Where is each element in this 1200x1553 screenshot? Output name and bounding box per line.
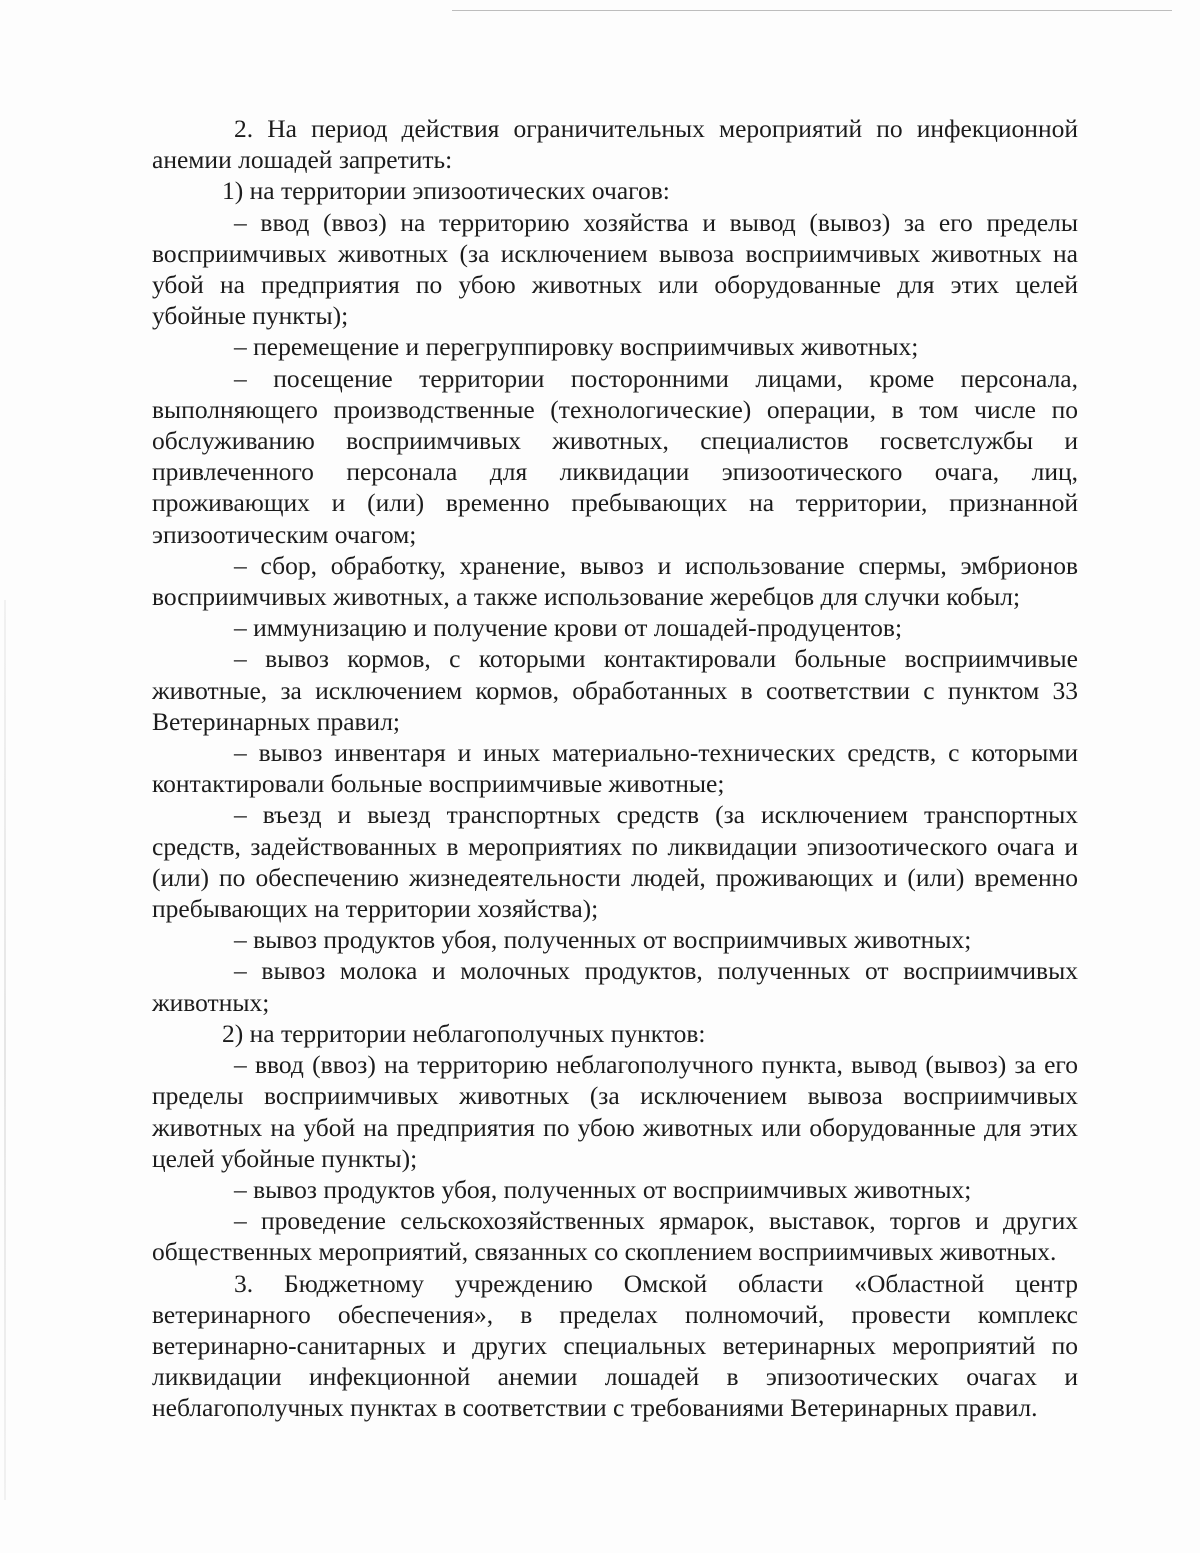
paragraph-item: – въезд и выезд транспортных средств (за исключением транспортных средств, задействованных в мероприятиях по ликвидации эпизоотического очага и (или) по обеспечению жизнедеятельности людей, проживающих и (или) временно пребывающих на территории хозяйства); xyxy=(152,800,1078,924)
paragraph-item: – вывоз инвентаря и иных материально-технических средств, с которыми контактировали больные восприимчивые животные; xyxy=(152,738,1078,799)
paragraph-item: – ввод (ввоз) на территорию неблагополучного пункта, вывод (вывоз) за его пределы восприимчивых животных (за исключением вывоза восприимчивых животных на убой на предприятия по убою животных или оборудованные для этих целей убойные пункты); xyxy=(152,1050,1078,1173)
paragraph-item: – вывоз продуктов убоя, полученных от восприимчивых животных; xyxy=(234,1174,972,1204)
paragraph-2-intro: 2. На период действия ограничительных мероприятий по инфекционной анемии лошадей запретить: xyxy=(152,114,1078,175)
paragraph-item: – вывоз молока и молочных продуктов, полученных от восприимчивых животных; xyxy=(152,956,1078,1017)
paragraph-2-1-heading: 1) на территории эпизоотических очагов: xyxy=(222,176,670,206)
paragraph-item: – ввод (ввоз) на территорию хозяйства и вывод (вывоз) за его пределы восприимчивых животных (за исключением вывоза восприимчивых животных на убой на предприятия по убою животных или оборудованные для этих целей убойные пункты); xyxy=(152,207,1078,331)
paragraph-item: – иммунизацию и получение крови от лошадей-продуцентов; xyxy=(234,613,903,643)
paragraph-item: – сбор, обработку, хранение, вывоз и использование спермы, эмбрионов восприимчивых животных, а также использование жеребцов для случки кобыл; xyxy=(152,550,1078,612)
scan-artifact-line xyxy=(452,10,1172,11)
document-body xyxy=(152,113,1078,1424)
paragraph-2-2-heading: 2) на территории неблагополучных пунктов: xyxy=(222,1018,706,1048)
scan-artifact-edge xyxy=(4,600,6,1500)
paragraph-3: 3. Бюджетному учреждению Омской области «Областной центр ветеринарного обеспечения», в пределах полномочий, провести комплекс ветеринарно-санитарных и других специальных ветеринарных мероприятий по ликвидации инфекционной анемии лошадей в эпизоотических очагах и неблагополучных пунктах в соответствии с требованиями Ветеринарных правил. xyxy=(152,1268,1078,1423)
paragraph-item: – вывоз продуктов убоя, полученных от восприимчивых животных; xyxy=(234,925,972,955)
paragraph-item: – вывоз кормов, с которыми контактировали больные восприимчивые животные, за исключением кормов, обработанных в соответствии с пунктом 33 Ветеринарных правил; xyxy=(152,644,1078,736)
paragraph-item: – посещение территории посторонними лицами, кроме персонала, выполняющего производственные (технологические) операции, в том числе по обслуживанию восприимчивых животных, специалистов госветслужбы и привлеченного персонала для ликвидации эпизоотического очага, лиц, проживающих и (или) временно пребывающих на территории, признанной эпизоотическим очагом; xyxy=(152,363,1078,549)
paragraph-item: – перемещение и перегруппировку восприимчивых животных; xyxy=(234,332,919,362)
paragraph-item: – проведение сельскохозяйственных ярмарок, выставок, торгов и других общественных мероприятий, связанных со скоплением восприимчивых животных. xyxy=(152,1206,1078,1267)
